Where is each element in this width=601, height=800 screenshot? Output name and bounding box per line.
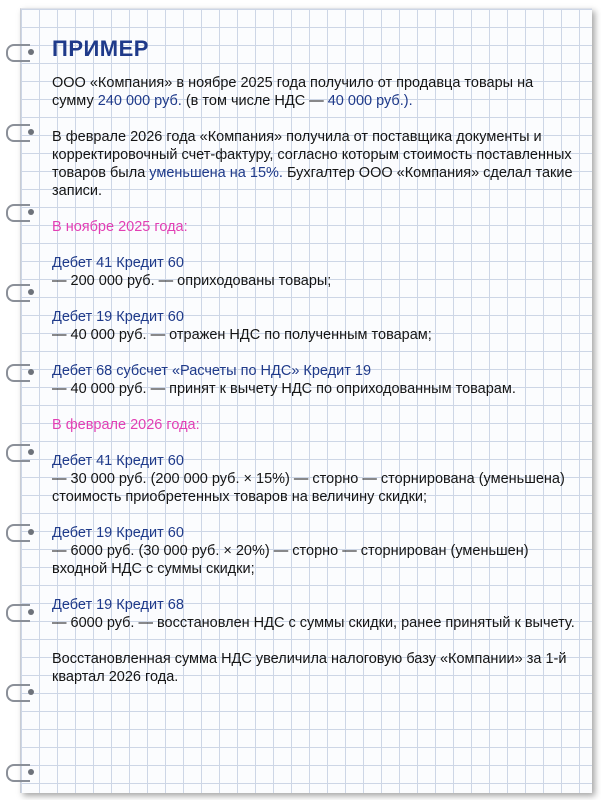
entry-account: Дебет 68 субсчет «Расчеты по НДС» Кредит 19 — [52, 363, 372, 379]
entry-description: — 30 000 руб. (200 000 руб. × 15%) — сторно — сторнирована (уменьшена) стоимость приобретенных товаров на величину скидки; — [52, 471, 565, 505]
ring-icon — [6, 684, 30, 702]
entry-description: — 200 000 руб. — оприходованы товары; — [52, 273, 332, 289]
entry-feb-1 — [52, 452, 577, 506]
entry-feb-3 — [52, 596, 577, 632]
entry-account: Дебет 41 Кредит 60 — [52, 255, 184, 271]
ring-icon — [6, 124, 30, 142]
february-heading: В феврале 2026 года: — [52, 417, 200, 433]
ring-icon — [6, 44, 30, 62]
entry-description: — 6000 руб. — восстановлен НДС с суммы скидки, ранее принятый к вычету. — [52, 615, 575, 631]
purchase-amount: 240 000 руб. — [97, 93, 182, 109]
ring-icon — [6, 444, 30, 462]
entry-description: — 6000 руб. (30 000 руб. × 20%) — сторно — сторнирован (уменьшен) входной НДС с суммы скидки; — [52, 543, 529, 577]
correction-text: В феврале 2026 года «Компания» получила от поставщика документы и корректировочный счет-фактуру, согласно которым стоимость поставленных товаров была — [52, 129, 572, 181]
entry-account: Дебет 41 Кредит 60 — [52, 453, 184, 469]
ring-icon — [6, 524, 30, 542]
intro-paragraph — [52, 74, 577, 110]
ring-icon — [6, 764, 30, 782]
entry-nov-2 — [52, 308, 577, 344]
entry-nov-3 — [52, 362, 577, 398]
ring-icon — [6, 204, 30, 222]
conclusion-paragraph: Восстановленная сумма НДС увеличила налоговую базу «Компании» за 1-й квартал 2026 года. — [52, 651, 567, 685]
entry-nov-1 — [52, 254, 577, 290]
correction-paragraph — [52, 128, 577, 200]
entry-account: Дебет 19 Кредит 68 — [52, 597, 184, 613]
entry-description: — 40 000 руб. — принят к вычету НДС по оприходованным товарам. — [52, 381, 516, 397]
page-content — [52, 36, 577, 704]
entry-feb-2 — [52, 524, 577, 578]
intro-text-2: (в том числе НДС — — [181, 93, 328, 109]
november-heading: В ноябре 2025 года: — [52, 219, 188, 235]
page-title: ПРИМЕР — [52, 36, 149, 61]
entry-description: — 40 000 руб. — отражен НДС по полученным товарам; — [52, 327, 432, 343]
vat-amount: 40 000 руб.). — [327, 93, 413, 109]
intro-text: ООО «Компания» в ноябре 2025 года получило от продавца товары на сумму — [52, 75, 534, 109]
correction-text-2: Бухгалтер ООО «Компания» сделал такие записи. — [52, 165, 573, 199]
ring-icon — [6, 604, 30, 622]
ring-icon — [6, 364, 30, 382]
entry-account: Дебет 19 Кредит 60 — [52, 309, 184, 325]
discount-highlight: уменьшена на 15%. — [149, 165, 283, 181]
entry-account: Дебет 19 Кредит 60 — [52, 525, 184, 541]
ring-icon — [6, 284, 30, 302]
spiral-binding — [0, 0, 30, 800]
